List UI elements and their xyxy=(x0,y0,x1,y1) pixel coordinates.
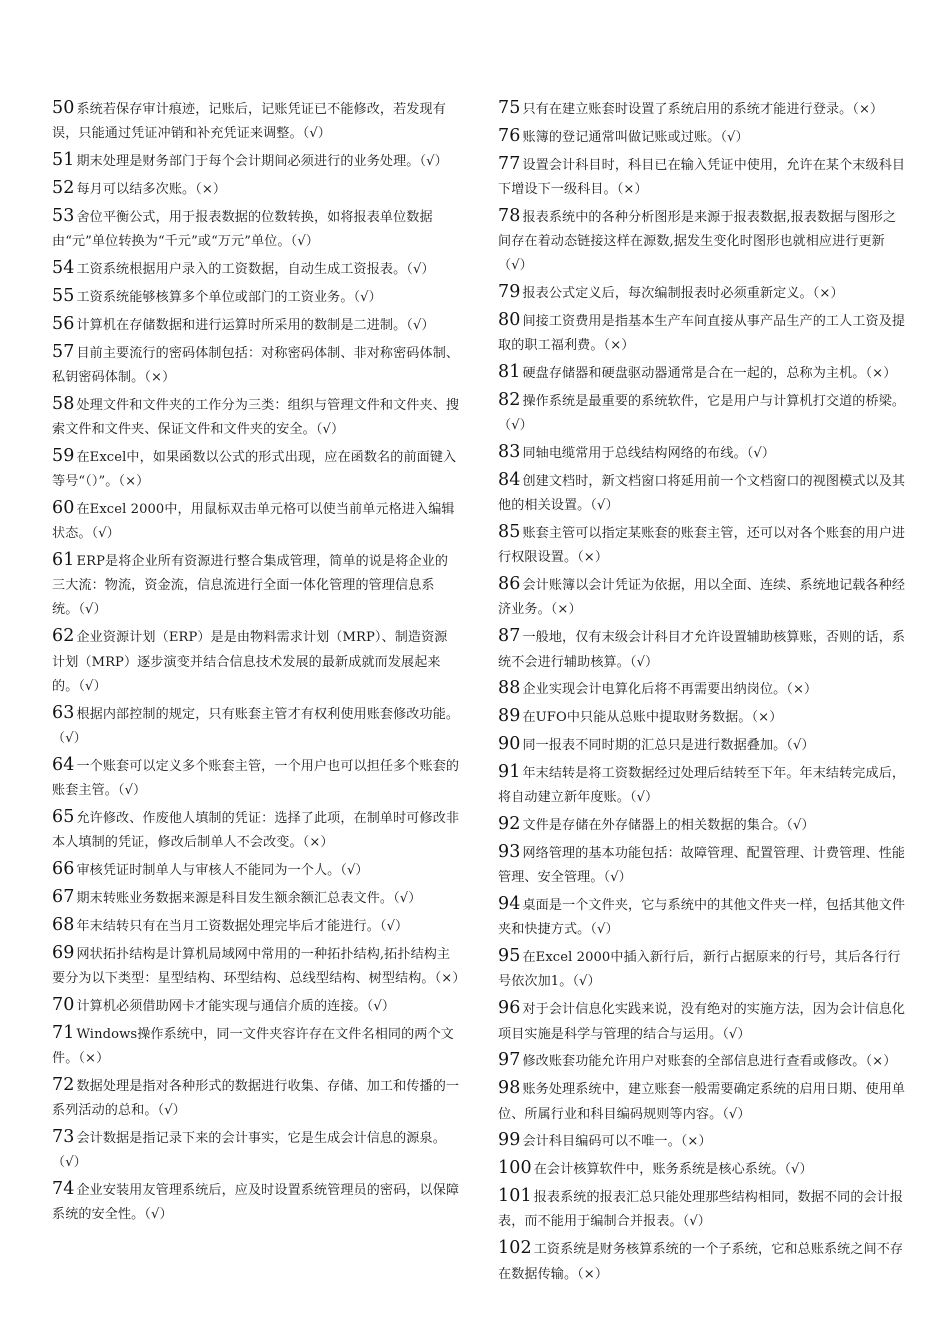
question-number: 88 xyxy=(498,678,521,699)
question-item xyxy=(52,312,460,338)
question-item xyxy=(498,440,906,466)
question-number: 58 xyxy=(52,393,75,414)
question-text: 工资系统能够核算多个单位或部门的工资业务。（√） xyxy=(76,289,382,305)
question-number: 53 xyxy=(52,205,75,226)
question-number: 62 xyxy=(52,626,75,647)
question-number: 99 xyxy=(498,1130,521,1151)
question-item xyxy=(52,993,460,1019)
question-text: 企业实现会计电算化后将不再需要出纳岗位。（×） xyxy=(522,682,818,698)
question-item xyxy=(498,676,906,702)
question-number: 73 xyxy=(52,1126,75,1147)
question-item xyxy=(52,1021,460,1071)
question-text: 一个账套可以定义多个账套主管，一个用户也可以担任多个账套的账套主管。（√） xyxy=(52,758,460,798)
left-column xyxy=(52,96,466,1229)
question-text: 间接工资费用是指基本生产车间直接从事产品生产的工人工资及提取的职工福利费。（×） xyxy=(498,314,906,354)
question-item xyxy=(498,892,906,942)
question-text: 在UFO中只能从总账中提取财务数据。（×） xyxy=(522,710,783,726)
question-item xyxy=(498,1156,906,1182)
question-number: 79 xyxy=(498,282,521,303)
question-number: 101 xyxy=(498,1186,532,1207)
question-item xyxy=(498,308,906,358)
question-item xyxy=(52,885,460,911)
question-number: 84 xyxy=(498,470,521,491)
question-number: 61 xyxy=(52,550,75,571)
question-text: 每月可以结多次账。（×） xyxy=(76,181,227,197)
question-item xyxy=(498,624,906,674)
question-number: 80 xyxy=(498,310,521,331)
question-item xyxy=(498,152,906,202)
question-item xyxy=(498,468,906,518)
question-number: 98 xyxy=(498,1078,521,1099)
question-item xyxy=(52,1177,460,1227)
question-text: 目前主要流行的密码体制包括：对称密码体制、非对称密码体制、私钥密码体制。（×） xyxy=(52,345,460,385)
question-text: 企业资源计划（ERP）是是由物料需求计划（MRP）、制造资源计划（MRP）逐步演变并结合信息技术发展的最新成就而发展起来的。（√） xyxy=(52,630,448,694)
question-item xyxy=(52,548,460,623)
question-text: Windows操作系统中，同一文件夹容许存在文件名相同的两个文件。（×） xyxy=(52,1026,454,1066)
question-number: 71 xyxy=(52,1022,75,1043)
question-text: 网状拓扑结构是计算机局域网中常用的一种拓扑结构,拓扑结构主要分为以下类型：星型结构、环型结构、总线型结构、树型结构。（×） xyxy=(52,946,466,986)
question-number: 51 xyxy=(52,150,75,171)
question-number: 54 xyxy=(52,257,75,278)
question-item xyxy=(498,280,906,306)
question-number: 65 xyxy=(52,806,75,827)
question-number: 81 xyxy=(498,362,521,383)
question-text: 企业安装用友管理系统后，应及时设置系统管理员的密码，以保障系统的安全性。（√） xyxy=(52,1182,460,1223)
question-item xyxy=(52,340,460,390)
question-item xyxy=(498,204,906,279)
question-text: 网络管理的基本功能包括：故障管理、配置管理、计费管理、性能管理、安全管理。（√） xyxy=(498,846,906,886)
right-column xyxy=(498,96,906,1288)
question-number: 75 xyxy=(498,98,521,118)
question-number: 91 xyxy=(498,762,521,783)
question-number: 100 xyxy=(498,1158,532,1179)
question-text: 报表系统中的各种分析图形是来源于报表数据,报表数据与图形之间存在着动态链接这样在源数,据发生变化时图形也就相应进行更新（√） xyxy=(498,209,897,274)
question-number: 86 xyxy=(498,574,521,595)
question-number: 70 xyxy=(52,994,75,1015)
question-item xyxy=(52,256,460,282)
question-text: 桌面是一个文件夹，它与系统中的其他文件夹一样，包括其他文件夹和快捷方式。（√） xyxy=(498,898,906,938)
question-number: 96 xyxy=(498,998,521,1019)
question-text: 计算机必须借助网卡才能实现与通信介质的连接。（√） xyxy=(76,998,396,1014)
question-item xyxy=(52,701,460,751)
question-number: 64 xyxy=(52,754,75,775)
question-item xyxy=(498,944,906,994)
question-text: 账套主管可以指定某账套的账套主管，还可以对各个账套的用户进行权限设置。（×） xyxy=(498,526,906,566)
question-number: 60 xyxy=(52,497,75,518)
question-text: 一般地，仅有末级会计科目才允许设置辅助核算账，否则的话，系统不会进行辅助核算。（√） xyxy=(498,630,906,670)
question-text: 文件是存储在外存储器上的相关数据的集合。（√） xyxy=(522,818,815,834)
question-text: 对于会计信息化实践来说，没有绝对的实施方法，因为会计信息化项目实施是科学与管理的结合与运用。（√） xyxy=(498,1002,906,1042)
question-text: 允许修改、作废他人填制的凭证：选择了此项，在制单时可修改非本人填制的凭证，修改后制单人不会改变。（×） xyxy=(52,810,460,850)
question-text: 处理文件和文件夹的工作分为三类：组织与管理文件和文件夹、搜索文件和文件夹、保证文件和文件夹的安全。（√） xyxy=(52,397,460,437)
question-number: 72 xyxy=(52,1074,75,1095)
question-number: 97 xyxy=(498,1050,521,1071)
question-number: 50 xyxy=(52,98,75,118)
question-number: 90 xyxy=(498,734,521,755)
question-item xyxy=(52,148,460,174)
question-item xyxy=(498,96,906,122)
question-text: 同一报表不同时期的汇总只是进行数据叠加。（√） xyxy=(522,738,815,754)
question-text: 在Excel 2000中，用鼠标双击单元格可以使当前单元格进入编辑状态。（√） xyxy=(52,501,455,542)
question-number: 102 xyxy=(498,1238,532,1259)
question-number: 57 xyxy=(52,341,75,362)
question-number: 68 xyxy=(52,914,75,935)
question-item xyxy=(498,1236,906,1286)
question-text: 在Excel中，如果函数以公式的形式出现，应在函数名的前面键入等号“（）”。（×） xyxy=(52,449,457,490)
question-item xyxy=(52,204,460,254)
question-item xyxy=(498,1184,906,1234)
question-item xyxy=(498,996,906,1046)
question-text: 报表公式定义后，每次编制报表时必须重新定义。（×） xyxy=(522,286,844,302)
question-text: 创建文档时，新文档窗口将延用前一个文档窗口的视图模式以及其他的相关设置。（√） xyxy=(498,474,906,514)
question-item xyxy=(498,124,906,150)
question-text: 设置会计科目时，科目已在输入凭证中使用，允许在某个末级科目下增设下一级科目。（×） xyxy=(498,157,906,197)
question-item xyxy=(52,176,460,202)
question-text: 会计科目编码可以不唯一。（×） xyxy=(522,1134,712,1150)
question-text: 操作系统是最重要的系统软件，它是用户与计算机打交道的桥梁。（√） xyxy=(498,394,906,434)
question-text: 期末转账业务数据来源是科目发生额余额汇总表文件。（√） xyxy=(76,890,422,906)
question-item xyxy=(52,1073,460,1123)
question-number: 63 xyxy=(52,702,75,723)
question-number: 76 xyxy=(498,125,521,146)
question-text: 系统若保存审计痕迹，记账后，记账凭证已不能修改，若发现有误，只能通过凭证冲销和补充凭证来调整。（√） xyxy=(52,102,446,142)
question-number: 66 xyxy=(52,858,75,879)
question-text: 会计数据是指记录下来的会计事实，它是生成会计信息的源泉。（√） xyxy=(52,1130,446,1170)
question-item xyxy=(498,732,906,758)
question-text: 工资系统是财务核算系统的一个子系统，它和总账系统之间不存在数据传输。（×） xyxy=(498,1242,904,1282)
question-item xyxy=(498,1048,906,1074)
question-number: 55 xyxy=(52,285,75,306)
question-number: 82 xyxy=(498,390,521,411)
question-text: 年末结转只有在当月工资数据处理完毕后才能进行。（√） xyxy=(76,918,409,934)
question-text: 根据内部控制的规定，只有账套主管才有权利使用账套修改功能。（√） xyxy=(52,706,460,746)
question-number: 52 xyxy=(52,177,75,198)
question-text: 审核凭证时制单人与审核人不能同为一个人。（√） xyxy=(76,862,369,878)
question-text: 在Excel 2000中插入新行后，新行占据原来的行号，其后各行行号依次加1。（√） xyxy=(498,950,901,990)
question-number: 69 xyxy=(52,942,75,963)
question-item xyxy=(498,520,906,570)
question-item xyxy=(52,496,460,546)
question-text: 同轴电缆常用于总线结构网络的布线。（√） xyxy=(522,446,776,462)
question-item xyxy=(498,840,906,890)
question-text: 报表系统的报表汇总只能处理那些结构相同，数据不同的会计报表，而不能用于编制合并报表。（√） xyxy=(498,1190,904,1230)
question-text: 在会计核算软件中，账务系统是核心系统。（√） xyxy=(533,1162,813,1178)
question-item xyxy=(498,812,906,838)
question-number: 78 xyxy=(498,205,521,226)
question-item xyxy=(52,392,460,442)
question-number: 67 xyxy=(52,886,75,907)
question-number: 74 xyxy=(52,1178,75,1199)
question-text: 账簿的登记通常叫做记账或过账。（√） xyxy=(522,129,749,145)
question-item xyxy=(498,572,906,622)
question-number: 56 xyxy=(52,313,75,334)
question-number: 89 xyxy=(498,706,521,727)
question-text: 期末处理是财务部门于每个会计期间必须进行的业务处理。（√） xyxy=(76,154,448,170)
question-number: 77 xyxy=(498,153,521,174)
question-item xyxy=(52,1125,460,1175)
question-number: 87 xyxy=(498,626,521,647)
question-text: 硬盘存储器和硬盘驱动器通常是合在一起的，总称为主机。（×） xyxy=(522,366,897,382)
question-item xyxy=(52,444,460,494)
question-text: 会计账簿以会计凭证为依据，用以全面、连续、系统地记载各种经济业务。（×） xyxy=(498,578,906,618)
question-item xyxy=(498,388,906,438)
question-number: 85 xyxy=(498,522,521,543)
question-number: 95 xyxy=(498,946,521,967)
question-item xyxy=(52,624,460,699)
question-text: 修改账套功能允许用户对账套的全部信息进行查看或修改。（×） xyxy=(522,1054,897,1070)
question-item xyxy=(498,1076,906,1126)
question-item xyxy=(52,913,460,939)
question-item xyxy=(498,1128,906,1154)
question-item xyxy=(52,941,466,991)
question-text: 只有在建立账套时设置了系统启用的系统才能进行登录。（×） xyxy=(522,102,884,117)
question-number: 93 xyxy=(498,842,521,863)
question-text: 计算机在存储数据和进行运算时所采用的数制是二进制。（√） xyxy=(76,317,435,333)
question-text: 账务处理系统中，建立账套一般需要确定系统的启用日期、使用单位、所属行业和科目编码规则等内容。（√） xyxy=(498,1082,906,1122)
question-item xyxy=(498,704,906,730)
question-text: 年末结转是将工资数据经过处理后结转至下年。年末结转完成后，将自动建立新年度账。（√） xyxy=(498,766,906,806)
question-item xyxy=(52,284,460,310)
question-item xyxy=(52,857,460,883)
question-text: 数据处理是指对各种形式的数据进行收集、存储、加工和传播的一系列活动的总和。（√） xyxy=(52,1078,460,1118)
question-number: 83 xyxy=(498,442,521,463)
question-text: 舍位平衡公式，用于报表数据的位数转换，如将报表单位数据由“元”单位转换为“千元”或“万元”单位。（√） xyxy=(52,209,433,250)
question-number: 94 xyxy=(498,894,521,915)
question-text: ERP是将企业所有资源进行整合集成管理，简单的说是将企业的三大流：物流，资金流，信息流进行全面一体化管理的管理信息系统。（√） xyxy=(52,554,449,618)
question-item xyxy=(498,360,906,386)
question-number: 92 xyxy=(498,814,521,835)
question-item xyxy=(52,753,460,803)
question-item xyxy=(52,96,460,146)
question-item xyxy=(52,805,460,855)
question-item xyxy=(498,760,906,810)
question-text: 工资系统根据用户录入的工资数据，自动生成工资报表。（√） xyxy=(76,261,435,277)
question-number: 59 xyxy=(52,445,75,466)
